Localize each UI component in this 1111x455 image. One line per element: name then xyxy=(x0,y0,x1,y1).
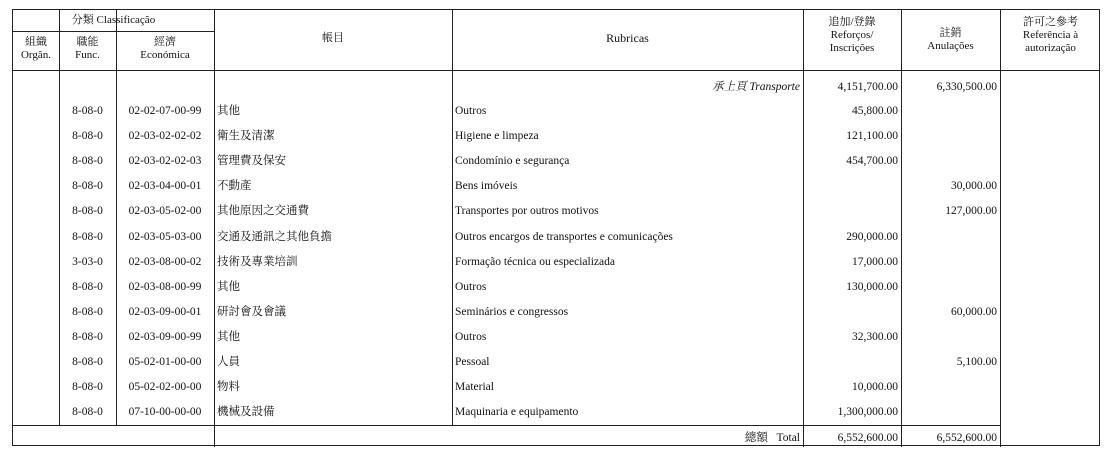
referencia-header: 許可之參考 Referência à autorização xyxy=(1022,16,1079,54)
zhang-mu-header: 帳目 xyxy=(322,32,344,44)
row-econ: 02-03-05-02-00 xyxy=(128,205,202,217)
row-econ: 02-03-05-03-00 xyxy=(128,231,202,243)
row-econ: 02-03-08-00-02 xyxy=(128,256,202,268)
reforcos-header: 追加/登錄 Reforços/ Inscrições xyxy=(828,16,876,54)
row-zh-label: 管理費及保安 xyxy=(217,155,286,167)
row-zh-label: 其他 xyxy=(217,331,240,343)
header-divider xyxy=(13,31,214,32)
row-pt-label: Outros encargos de transportes e comunicações xyxy=(455,231,673,243)
row-reforcos: 10,000.00 xyxy=(852,381,898,393)
transport-label: 承上頁 Transporte xyxy=(712,81,800,93)
row-reforcos: 1,300,000.00 xyxy=(837,406,898,418)
row-econ: 02-03-09-00-99 xyxy=(128,331,202,343)
row-reforcos: 454,700.00 xyxy=(846,155,898,167)
col-divider xyxy=(1000,10,1001,447)
row-func: 8-08-0 xyxy=(72,406,103,418)
organ-header: 組織 Orgân. xyxy=(20,36,52,61)
row-zh-label: 其他 xyxy=(217,105,240,117)
row-func: 3-03-0 xyxy=(72,256,103,268)
row-zh-label: 不動產 xyxy=(217,180,252,192)
total-anulacoes: 6,552,600.00 xyxy=(936,432,997,444)
row-pt-label: Outros xyxy=(455,105,487,117)
row-zh-label: 衛生及清潔 xyxy=(217,130,275,142)
row-anulacoes: 30,000.00 xyxy=(951,180,997,192)
row-reforcos: 130,000.00 xyxy=(846,281,898,293)
row-func: 8-08-0 xyxy=(72,155,103,167)
row-econ: 02-03-02-02-03 xyxy=(128,155,202,167)
row-func: 8-08-0 xyxy=(72,130,103,142)
row-func: 8-08-0 xyxy=(72,205,103,217)
row-econ: 02-03-08-00-99 xyxy=(128,281,202,293)
row-reforcos: 17,000.00 xyxy=(852,256,898,268)
row-econ: 07-10-00-00-00 xyxy=(128,406,202,418)
row-pt-label: Transportes por outros motivos xyxy=(455,205,599,217)
func-header: 職能 Func. xyxy=(75,36,100,61)
row-zh-label: 交通及通訊之其他負擔 xyxy=(217,231,332,243)
row-reforcos: 45,800.00 xyxy=(852,105,898,117)
row-pt-label: Outros xyxy=(455,281,487,293)
anulacoes-header: 註銷 Anulações xyxy=(927,27,974,52)
row-anulacoes: 127,000.00 xyxy=(945,205,997,217)
row-zh-label: 其他原因之交通費 xyxy=(217,205,309,217)
row-func: 8-08-0 xyxy=(72,356,103,368)
total-reforcos: 6,552,600.00 xyxy=(837,432,898,444)
row-econ: 02-03-09-00-01 xyxy=(128,306,202,318)
econ-header: 經濟 Económica xyxy=(140,36,190,61)
col-divider xyxy=(901,10,902,447)
row-pt-label: Formação técnica ou especializada xyxy=(455,256,615,268)
row-econ: 02-03-04-00-01 xyxy=(128,180,202,192)
row-func: 8-08-0 xyxy=(72,105,103,117)
row-reforcos: 32,300.00 xyxy=(852,331,898,343)
row-pt-label: Outros xyxy=(455,331,487,343)
row-func: 8-08-0 xyxy=(72,306,103,318)
row-pt-label: Material xyxy=(455,381,494,393)
row-func: 8-08-0 xyxy=(72,231,103,243)
row-pt-label: Seminários e congressos xyxy=(455,306,569,318)
row-reforcos: 121,100.00 xyxy=(846,130,898,142)
row-pt-label: Higiene e limpeza xyxy=(455,130,539,142)
total-line xyxy=(13,425,1000,426)
row-econ: 02-03-02-02-02 xyxy=(128,130,202,142)
row-zh-label: 物料 xyxy=(217,381,240,393)
transport-anulacoes: 6,330,500.00 xyxy=(936,81,997,93)
row-zh-label: 研討會及會議 xyxy=(217,306,286,318)
row-reforcos: 290,000.00 xyxy=(846,231,898,243)
header-bottom-line xyxy=(13,70,1100,71)
row-zh-label: 其他 xyxy=(217,281,240,293)
row-func: 8-08-0 xyxy=(72,331,103,343)
row-pt-label: Bens imóveis xyxy=(455,180,518,192)
row-func: 8-08-0 xyxy=(72,381,103,393)
row-pt-label: Pessoal xyxy=(455,356,490,368)
row-anulacoes: 60,000.00 xyxy=(951,306,997,318)
transport-reforcos: 4,151,700.00 xyxy=(837,81,898,93)
total-label: 總額 Total xyxy=(744,432,800,444)
row-econ: 05-02-02-00-00 xyxy=(128,381,202,393)
budget-table xyxy=(12,9,1100,446)
classificacao-header: 分類 Classificação xyxy=(71,14,156,26)
row-func: 8-08-0 xyxy=(72,180,103,192)
col-divider xyxy=(214,10,215,447)
row-func: 8-08-0 xyxy=(72,281,103,293)
row-anulacoes: 5,100.00 xyxy=(956,356,997,368)
rubricas-header: Rubricas xyxy=(606,31,649,45)
row-econ: 05-02-01-00-00 xyxy=(128,356,202,368)
row-pt-label: Condomínio e segurança xyxy=(455,155,570,167)
row-zh-label: 人員 xyxy=(217,356,240,368)
row-zh-label: 機械及設備 xyxy=(217,406,275,418)
row-zh-label: 技術及專業培訓 xyxy=(217,256,298,268)
row-pt-label: Maquinaria e equipamento xyxy=(455,406,579,418)
row-econ: 02-02-07-00-99 xyxy=(128,105,202,117)
col-divider xyxy=(452,10,453,425)
